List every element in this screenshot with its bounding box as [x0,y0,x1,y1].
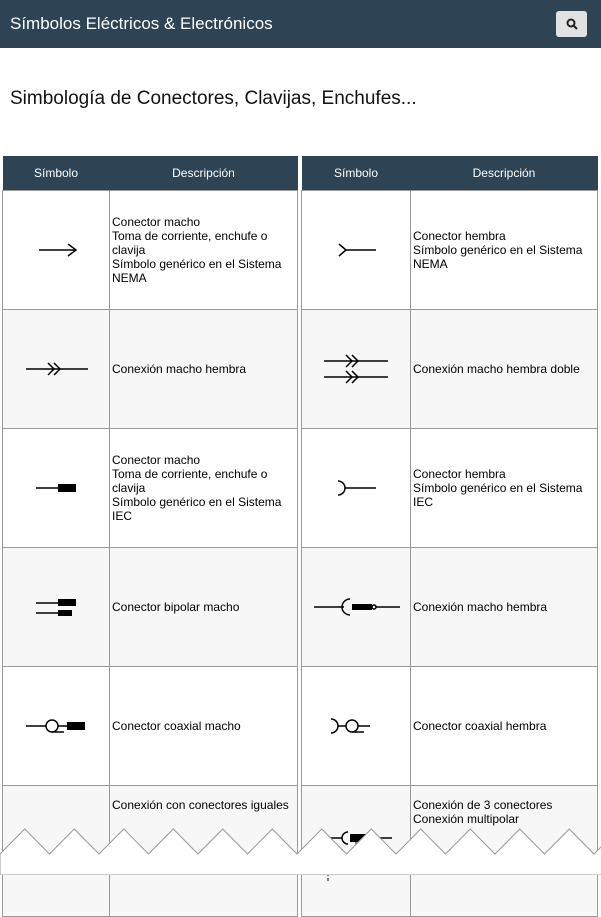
description-cell [110,429,298,548]
search-button[interactable] [556,11,587,37]
description-line: Conector macho [112,453,201,467]
description-line: Conector macho [112,215,201,229]
description-line: Símbolo genérico en el Sistema IEC [413,481,583,509]
symbol-cell [3,429,110,548]
description-line: Conexión macho hembra doble [413,362,580,376]
column-header-description: Descripción [411,156,598,191]
male-female-connection-iec-icon [304,587,409,627]
description-cell [110,191,298,310]
column-header-description: Descripción [110,156,298,191]
description-cell [110,667,298,786]
description-cell [411,667,598,786]
male-connector-nema-icon [4,230,109,270]
table-row [3,548,298,667]
table-row [302,429,598,548]
description-line: Conector coaxial hembra [413,719,547,733]
description-cell [110,310,298,429]
table-row [302,191,598,310]
female-connector-nema-icon [304,230,409,270]
top-bar [0,0,601,48]
torn-edge [0,828,601,875]
symbols-table-left [2,156,298,917]
female-connector-iec-icon [304,468,409,508]
table-row [3,429,298,548]
symbol-cell [302,191,411,310]
male-female-connection-icon [4,349,109,389]
description-line: Toma de corriente, enchufe o clavija [112,229,268,257]
description-line: Conector hembra [413,467,506,481]
bipolar-male-connector-icon [4,587,109,627]
symbol-cell [3,667,110,786]
description-cell [411,548,598,667]
symbol-cell [302,310,411,429]
coaxial-female-connector-icon [304,706,409,746]
table-row [302,310,598,429]
description-line: Conexión de 3 conectores [413,798,553,812]
description-line: Conector bipolar macho [112,600,240,614]
description-cell [411,310,598,429]
symbol-cell [302,667,411,786]
table-row [302,548,598,667]
column-header-symbol: Símbolo [302,156,411,191]
description-line: Conexión macho hembra [413,600,548,614]
page-title: Simbología de Conectores, Clavijas, Enchufes... [10,88,417,109]
description-line: Símbolo genérico en el Sistema NEMA [112,257,282,285]
description-line: Símbolo genérico en el Sistema NEMA [413,243,583,271]
table-row [302,667,598,786]
description-cell [110,548,298,667]
symbols-table-right [301,156,598,917]
symbol-cell [3,310,110,429]
description-line: Toma de corriente, enchufe o clavija [112,467,268,495]
symbol-cell [3,191,110,310]
description-line: Conexión macho hembra [112,362,247,376]
symbol-cell [3,548,110,667]
double-male-female-connection-icon [304,349,409,389]
column-header-symbol: Símbolo [3,156,110,191]
description-line: Conexión multipolar [413,812,520,826]
description-line: Conector coaxial macho [112,719,241,733]
table-row [3,310,298,429]
symbol-cell [302,429,411,548]
description-cell [411,429,598,548]
table-row [3,191,298,310]
symbol-cell [302,548,411,667]
description-cell [411,191,598,310]
app-title[interactable]: Símbolos Eléctricos & Electrónicos [10,14,273,33]
search-icon [566,18,578,30]
description-line: Conector hembra [413,229,506,243]
male-connector-iec-icon [4,468,109,508]
description-line: Símbolo genérico en el Sistema IEC [112,495,282,523]
description-line: Conexión con conectores iguales [112,798,289,812]
table-row [3,667,298,786]
coaxial-male-connector-icon [4,706,109,746]
